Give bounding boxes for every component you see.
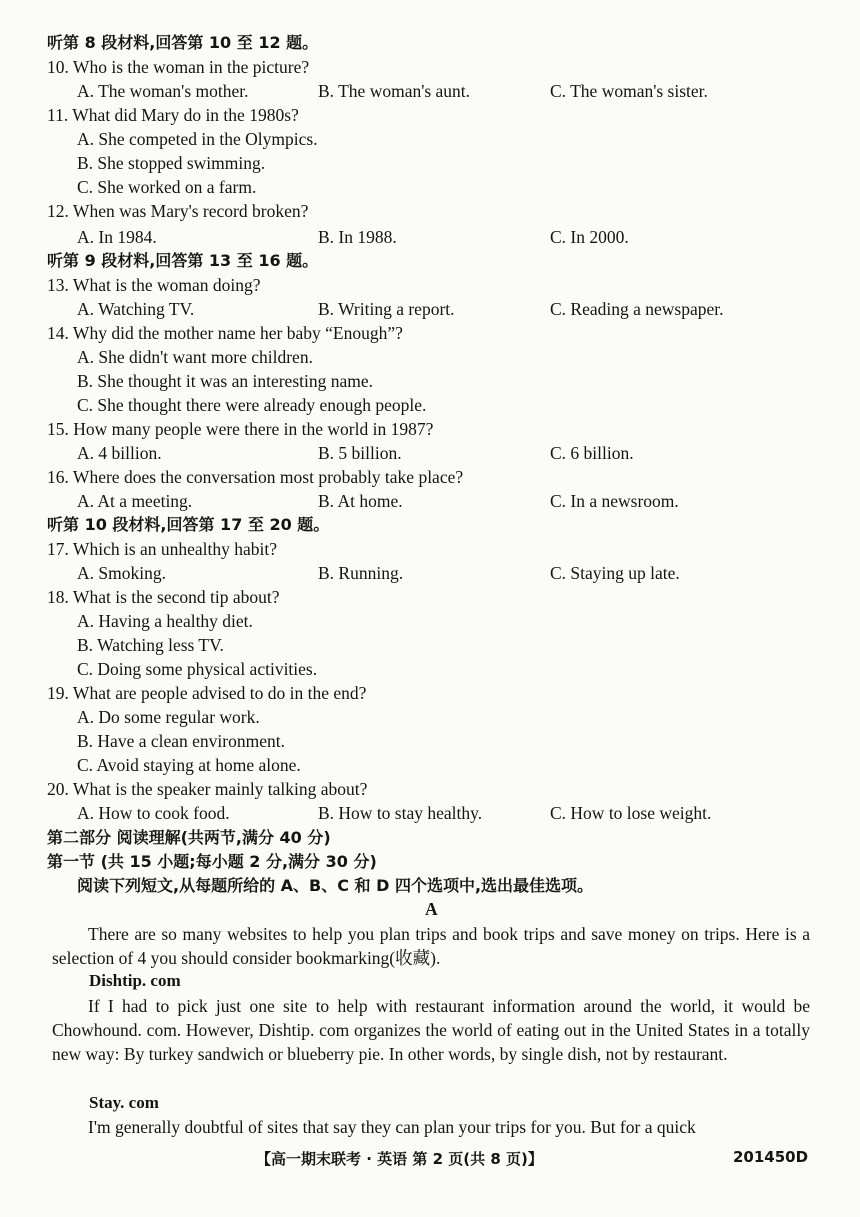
q15-option-c: C. 6 billion. bbox=[550, 443, 634, 463]
question-13: 13. What is the woman doing? bbox=[47, 275, 261, 295]
q13-option-b: B. Writing a report. bbox=[318, 299, 455, 319]
q18-option-c: C. Doing some physical activities. bbox=[77, 659, 318, 679]
part2-instruction: 阅读下列短文,从每题所给的 A、B、C 和 D 四个选项中,选出最佳选项。 bbox=[77, 876, 594, 895]
q20-option-b: B. How to stay healthy. bbox=[318, 803, 483, 823]
q16-option-b: B. At home. bbox=[318, 491, 403, 511]
question-19: 19. What are people advised to do in the end? bbox=[47, 683, 367, 703]
q19-option-c: C. Avoid staying at home alone. bbox=[77, 755, 301, 775]
question-20: 20. What is the speaker mainly talking about? bbox=[47, 779, 368, 799]
q10-option-c: C. The woman's sister. bbox=[550, 81, 708, 101]
q17-option-a: A. Smoking. bbox=[77, 563, 166, 583]
q12-option-c: C. In 2000. bbox=[550, 227, 629, 247]
q11-option-b: B. She stopped swimming. bbox=[77, 153, 266, 173]
q10-option-b: B. The woman's aunt. bbox=[318, 81, 471, 101]
section10-header: 听第 10 段材料,回答第 17 至 20 题。 bbox=[47, 515, 330, 534]
q11-option-a: A. She competed in the Olympics. bbox=[77, 129, 318, 149]
q17-option-b: B. Running. bbox=[318, 563, 404, 583]
site1-text: If I had to pick just one site to help with restaurant information around the world, it would be Chowhound. com. However, Dishtip. com organizes the world of eating out in the United States in a totally new way: By turkey sandwich or blueberry pie. In other words, by single dish, not by restaurant. bbox=[52, 996, 810, 1064]
question-18: 18. What is the second tip about? bbox=[47, 587, 280, 607]
exam-code: 201450D bbox=[733, 1148, 809, 1166]
q18-option-b: B. Watching less TV. bbox=[77, 635, 224, 655]
q13-option-c: C. Reading a newspaper. bbox=[550, 299, 724, 319]
q10-option-a: A. The woman's mother. bbox=[77, 81, 249, 101]
site2-title: Stay. com bbox=[89, 1093, 159, 1112]
question-14: 14. Why did the mother name her baby “Enough”? bbox=[47, 323, 403, 343]
question-10: 10. Who is the woman in the picture? bbox=[47, 57, 310, 77]
q20-option-c: C. How to lose weight. bbox=[550, 803, 712, 823]
q14-option-a: A. She didn't want more children. bbox=[77, 347, 313, 367]
q14-option-c: C. She thought there were already enough people. bbox=[77, 395, 427, 415]
site2-paragraph bbox=[52, 1115, 810, 1139]
q12-option-b: B. In 1988. bbox=[318, 227, 397, 247]
question-16: 16. Where does the conversation most probably take place? bbox=[47, 467, 464, 487]
passage-intro-text: There are so many websites to help you plan trips and book trips and save money on trips. Here is a selection of 4 you should consider bookmarking(收藏). bbox=[52, 924, 810, 968]
question-12: 12. When was Mary's record broken? bbox=[47, 201, 309, 221]
q18-option-a: A. Having a healthy diet. bbox=[77, 611, 253, 631]
section9-header: 听第 9 段材料,回答第 13 至 16 题。 bbox=[47, 251, 319, 270]
q17-option-c: C. Staying up late. bbox=[550, 563, 680, 583]
q11-option-c: C. She worked on a farm. bbox=[77, 177, 257, 197]
section8-header: 听第 8 段材料,回答第 10 至 12 题。 bbox=[47, 33, 319, 52]
passage-label: A bbox=[425, 899, 438, 919]
site2-text: I'm generally doubtful of sites that say they can plan your trips for you. But for a quick bbox=[88, 1117, 696, 1137]
q15-option-a: A. 4 billion. bbox=[77, 443, 162, 463]
q14-option-b: B. She thought it was an interesting name. bbox=[77, 371, 373, 391]
q13-option-a: A. Watching TV. bbox=[77, 299, 195, 319]
passage-intro bbox=[52, 922, 810, 970]
site1-title: Dishtip. com bbox=[89, 971, 181, 990]
q16-option-c: C. In a newsroom. bbox=[550, 491, 679, 511]
q12-option-a: A. In 1984. bbox=[77, 227, 157, 247]
part2-section1: 第一节 (共 15 小题;每小题 2 分,满分 30 分) bbox=[47, 852, 377, 871]
question-15: 15. How many people were there in the world in 1987? bbox=[47, 419, 434, 439]
q19-option-a: A. Do some regular work. bbox=[77, 707, 260, 727]
page-footer: 【高一期末联考 · 英语 第 2 页(共 8 页)】 bbox=[256, 1150, 543, 1168]
part2-title: 第二部分 阅读理解(共两节,满分 40 分) bbox=[47, 828, 331, 847]
q15-option-b: B. 5 billion. bbox=[318, 443, 402, 463]
q20-option-a: A. How to cook food. bbox=[77, 803, 230, 823]
q16-option-a: A. At a meeting. bbox=[77, 491, 193, 511]
site1-paragraph bbox=[52, 994, 810, 1066]
question-11: 11. What did Mary do in the 1980s? bbox=[47, 105, 299, 125]
q19-option-b: B. Have a clean environment. bbox=[77, 731, 285, 751]
question-17: 17. Which is an unhealthy habit? bbox=[47, 539, 278, 559]
